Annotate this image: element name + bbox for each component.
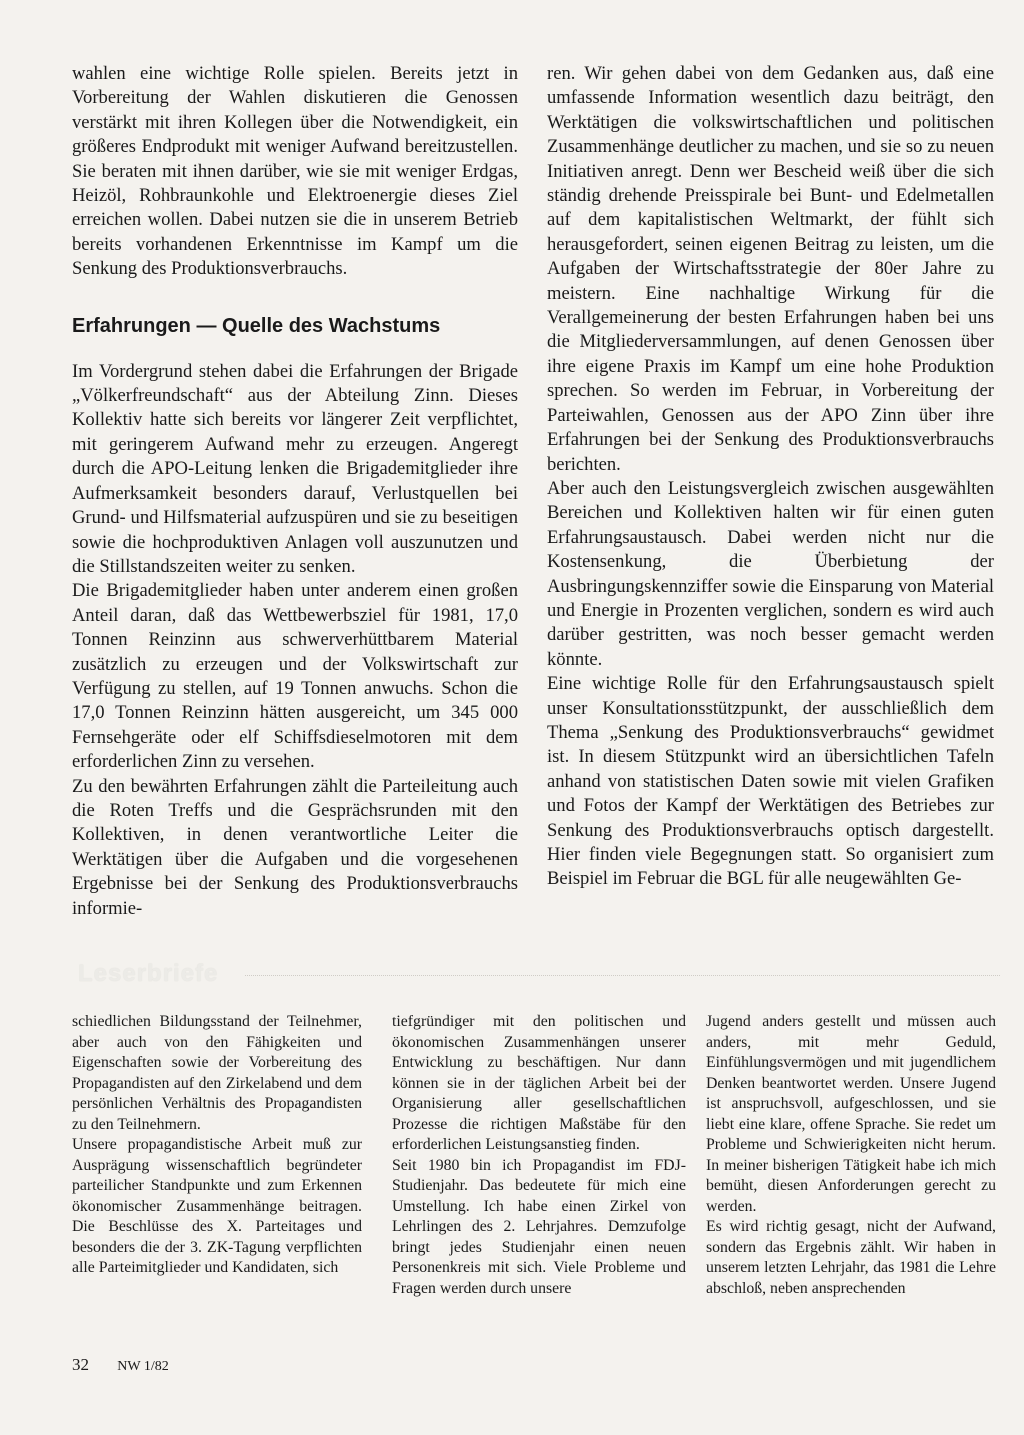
letters-column-3 (706, 1012, 996, 1299)
page-footer (72, 1355, 169, 1375)
letter-paragraph: Es wird richtig gesagt, nicht der Aufwand, sondern das Ergebnis zählt. Wir haben in unserem letzten Lehrjahr, das 1981 die Lehre abschloß, neben ansprechenden (706, 1218, 996, 1297)
article-paragraph: Eine wichtige Rolle für den Erfahrungsaustausch spielt unser Konsultationsstützpunkt, der ausschließlich dem Thema „Senkung des Produktionsverbrauchs“ gewidmet ist. In diesem Stützpunkt wird an übersichtlichen Tafeln anhand von statistischen Daten sowie mit vielen Grafiken und Fotos der Kampf der Werktätigen des Betriebes zur Senkung des Produktionsverbrauchs optisch dargestellt. Hier finden viele Begegnungen statt. So organisiert zum Beispiel im Februar die BGL für alle neugewählten Ge- (547, 673, 994, 890)
article-paragraph: ren. Wir gehen dabei von dem Gedanken aus, daß eine umfassende Information wesentlich dazu beiträgt, den Werktätigen die volkswirtschaftlichen und politischen Zusammenhänge deutlicher zu machen, und sie so zu neuen Initiativen anregt. Denn wer Bescheid weiß über die sich ständig drehende Preisspirale bei Bunt- und Edelmetallen auf dem kapitalistischen Weltmarkt, der fühlt sich herausgefordert, seinen eigenen Beitrag zu leisten, um die Aufgaben der Wirtschaftsstrategie der 80er Jahre zu meistern. Eine nachhaltige Wirkung für die Verallgemeinerung der besten Erfahrungen haben bei uns die Mitgliederversammlungen, auf denen Genossen über ihre eigene Praxis im Kampf um eine hohe Produktion sprechen. So werden im Februar, in Vorbereitung der Parteiwahlen, Genossen aus der APO Zinn über ihre Erfahrungen bei der Senkung des Produktionsverbrauchs berichten. (547, 63, 994, 475)
article-paragraph: Die Brigademitglieder haben unter anderem einen großen Anteil daran, daß das Wettbewerbsziel für 1981, 17,0 Tonnen Reinzinn aus schwerverhüttbarem Material zusätzlich zu erzeugen und der Volkswirtschaft zur Verfügung zu stellen, auf 19 Tonnen anwuchs. Schon die 17,0 Tonnen Reinzinn hätten ausgereicht, um 345 000 Fernsehgeräte oder elf Schiffsdieselmotoren mit dem erforderlichen Zinn zu versehen. (72, 580, 518, 773)
letters-column-2 (392, 1012, 686, 1299)
letter-paragraph: schiedlichen Bildungsstand der Teilnehmer, aber auch von den Fähigkeiten und Eigenschaften sowie der Vorbereitung des Propagandisten auf den Zirkelabend und dem persönlichen Verhältnis des Propagandisten zu den Teilnehmern. (72, 1013, 362, 1133)
letter-paragraph: tiefgründiger mit den politischen und ökonomischen Zusammenhängen unserer Entwicklung zu beschäftigen. Nur dann können sie in der täglichen Arbeit bei der Organisierung aller gesellschaftlichen Prozesse die richtigen Maßstäbe für den erforderlichen Leistungsanstieg finden. (392, 1013, 686, 1153)
page-number: 32 (72, 1355, 89, 1374)
issue-label: NW 1/82 (117, 1359, 169, 1374)
section-divider (40, 960, 1000, 990)
article-paragraph: Zu den bewährten Erfahrungen zählt die Parteileitung auch die Roten Treffs und die Gesprächsrunden mit den Kollektiven, in denen verantwortliche Leiter die Werktätigen über die Aufgaben und die vorgesehenen Ergebnisse bei der Senkung des Produktionsverbrauchs informie- (72, 775, 518, 919)
section-label: Leserbriefe (78, 960, 219, 987)
letter-paragraph: Seit 1980 bin ich Propagandist im FDJ-Studienjahr. Das bedeutete für mich eine Umstellung. Ich habe einen Zirkel von Lehrlingen des 2. Lehrjahres. Demzufolge bringt jedes Studienjahr einen neuen Personenkreis mit sich. Viele Probleme und Fragen werden durch unsere (392, 1156, 686, 1297)
article-paragraph: Im Vordergrund stehen dabei die Erfahrungen der Brigade „Völkerfreundschaft“ aus der Abteilung Zinn. Dieses Kollektiv hatte sich bereits vor längerer Zeit verpflichtet, mit geringerem Aufwand mehr zu erzeugen. Angeregt durch die APO-Leitung lenken die Brigademitglieder ihre Aufmerksamkeit besonders darauf, Verlustquellen bei Grund- und Hilfsmaterial aufzuspüren und sie zu beseitigen sowie die hochproduktiven Anlagen voll auszunutzen und die Stillstandszeiten weiter zu senken. (72, 360, 518, 577)
letter-paragraph: Unsere propagandistische Arbeit muß zur Ausprägung wissenschaftlich begründeter parteilicher Standpunkte und zum Erkennen ökonomischer Zusammenhänge beitragen. Die Beschlüsse des X. Parteitages und besonders die der 3. ZK-Tagung verpflichten alle Parteimitglieder und Kandidaten, sich (72, 1136, 362, 1276)
article-paragraph: Aber auch den Leistungsvergleich zwischen ausgewählten Bereichen und Kollektiven halten wir für einen guten Erfahrungsaustausch. Dabei werden nicht nur die Kostensenkung, die Überbietung der Ausbringungskennziffer sowie die Einsparung von Material und Energie in Prozenten verglichen, sondern es wird auch darüber gestritten, was noch besser gemacht werden könnte. (547, 477, 994, 670)
section-heading: Erfahrungen — Quelle des Wachstums (72, 314, 441, 337)
article-paragraph: wahlen eine wichtige Rolle spielen. Bereits jetzt in Vorbereitung der Wahlen diskutieren die Genossen verstärkt mit ihren Kollegen über die Notwendigkeit, ein größeres Endprodukt mit weniger Aufwand bereitzustellen. Sie beraten mit ihnen darüber, wie sie mit weniger Erdgas, Heizöl, Rohbraunkohle und Elektroenergie dieses Ziel erreichen wollen. Dabei nutzen sie die in unserem Betrieb bereits vorhandenen Erkenntnisse im Kampf um die Senkung des Produktionsverbrauchs. (72, 63, 518, 280)
letters-column-1 (72, 1012, 362, 1279)
article-column-left (72, 62, 518, 921)
article-column-right (547, 62, 994, 892)
dotted-rule (245, 975, 1000, 976)
letter-paragraph: Jugend anders gestellt und müssen auch anders, mit mehr Geduld, Einfühlungsvermögen und mit jugendlichem Denken beantwortet werden. Unsere Jugend ist anspruchsvoll, aufgeschlossen, und sie liebt eine klare, offene Sprache. Sie redet um Probleme und Schwierigkeiten nicht herum. In meiner bisherigen Tätigkeit habe ich mich bemüht, diesen Anforderungen gerecht zu werden. (706, 1013, 996, 1215)
